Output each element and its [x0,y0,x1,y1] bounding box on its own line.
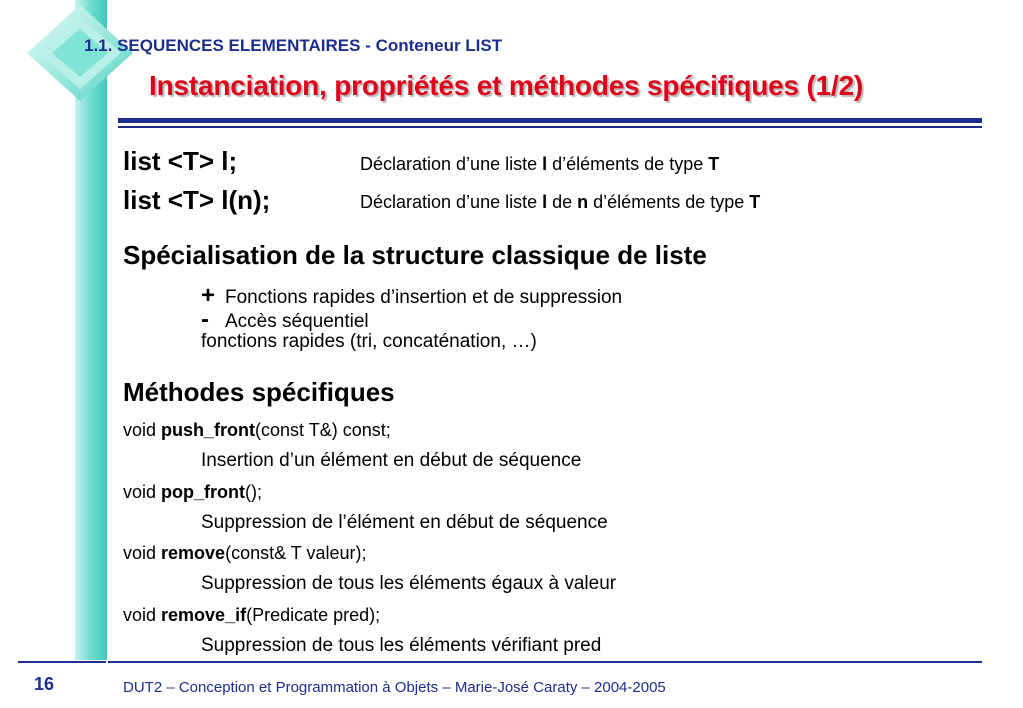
chapter-title: 1.1. SEQUENCES ELEMENTAIRES - Conteneur LIST [84,36,503,55]
method-name: remove [161,543,226,563]
method-signature-pop-front [123,482,262,503]
methods-heading: Méthodes spécifiques [123,377,395,407]
plus-symbol: + [201,282,216,309]
method-return-type: void [123,605,162,625]
declaration-desc-run: l [542,192,548,212]
minus-text: Accès séquentiel [225,311,369,332]
method-desc-push-front: Insertion d’un élément en début de séquence [201,450,582,471]
declaration-desc-run: Déclaration d’une liste [360,154,543,174]
method-params: (); [245,482,263,502]
declaration-desc-run: d’éléments de type [588,192,750,212]
header-rule-thin [118,126,982,128]
extra-text: fonctions rapides (tri, concaténation, …) [201,331,537,352]
method-params: (const& T valeur); [225,543,367,563]
method-name: pop_front [161,482,246,502]
declaration-desc-run: n [577,192,589,212]
method-return-type: void [123,482,162,502]
method-return-type: void [123,543,162,563]
method-signature-remove [123,543,366,564]
footer-rule-left [18,661,106,663]
declaration-desc-1 [360,154,719,175]
plus-text: Fonctions rapides d’insertion et de suppression [225,287,623,308]
declaration-desc-2 [360,192,760,213]
declaration-desc-run: l [542,154,548,174]
method-signature-push-front [123,420,391,441]
declaration-code-2: list <T> l(n); [123,185,271,215]
method-params: (const T&) const; [255,420,391,440]
footer-rule [108,661,982,663]
declaration-desc-run: de [547,192,578,212]
declaration-desc-run: Déclaration d’une liste [360,192,543,212]
specialisation-heading: Spécialisation de la structure classique de liste [123,240,707,270]
declaration-code-1: list <T> l; [123,146,238,176]
method-desc-remove-if: Suppression de tous les éléments vérifiant pred [201,635,602,656]
declaration-desc-run: d’éléments de type [547,154,709,174]
declaration-desc-run: T [708,154,720,174]
method-name: push_front [161,420,256,440]
footer-text: DUT2 – Conception et Programmation à Objets – Marie-José Caraty – 2004-2005 [123,679,666,696]
method-desc-pop-front: Suppression de l’élément en début de séquence [201,512,608,533]
slide-title: Instanciation, propriétés et méthodes spécifiques (1/2) [149,70,864,101]
method-params: (Predicate pred); [246,605,381,625]
method-return-type: void [123,420,162,440]
minus-item [201,306,369,334]
method-name: remove_if [161,605,247,625]
declaration-desc-run: T [749,192,761,212]
method-signature-remove-if [123,605,380,626]
method-desc-remove: Suppression de tous les éléments égaux à valeur [201,573,617,594]
minus-symbol: - [201,306,209,333]
page-number: 16 [34,674,55,694]
header-rule-thick [118,118,982,123]
